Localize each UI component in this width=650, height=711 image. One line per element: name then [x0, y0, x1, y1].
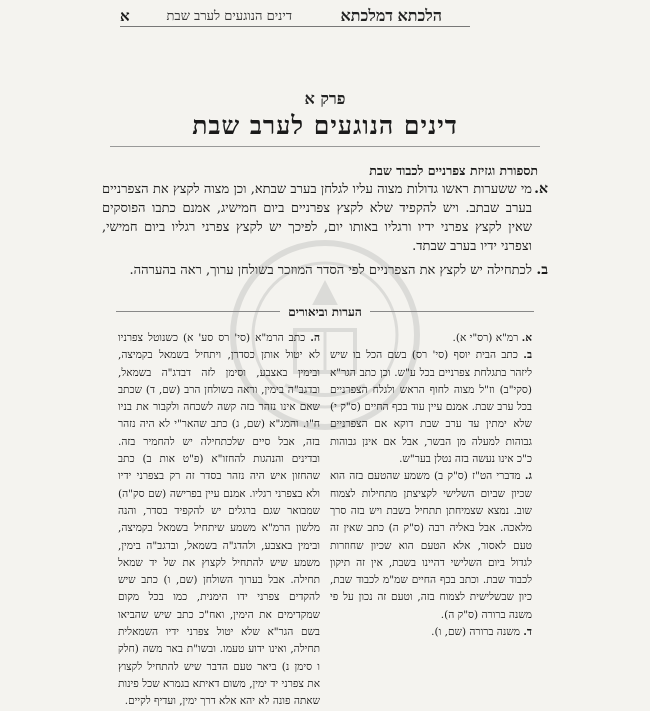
footnote: ה. כתב הרמ"א (סי' רס סע' א) כשנוטל צפרניו לא יטול אותן כסדרן, ויתחיל בשמאל בקמיצה, ובימין באצבע, וסימן לזה דבדג"ה בשמאל, ובדגב"ה בימין, וראה בשולחן הרב (שם, ד) שכתב שאם אינו נזהר בזה קשה לשכחה ולקבור את בניו ח"ו. והמג"א (שם, ג) כתב שהאר"י לא היה נזהר בזה, אבל סיים שלכתחילה יש להחמיר בזה. ובדינים והנהגות להחזו"א (פ"ט אות ב) כתב שהחזון איש היה נזהר בסדר זה רק בצפרני ידיו ולא בצפרני רגליו. אמנם עיין בפרישה (שם סק"ה) שמבואר שגם ברגלים יש להקפיד בסדר, והנה מלשון הרמ"א משמע שיתחיל בשמאל בקמיצה, ובימין באצבע, ולהדג"ה בשמאל, ובדגב"ה בימין, משמע שיש להתחיל לקצוץ את של יד שמאל תחילה. אבל בערוך השולחן (שם, ו) כתב שיש להקדים צפרני ידו הימנית, כמו בכל מקום שמקדימים את הימין, ואח"כ כתב שיש שהביאו בשם הגר"א שלא יטול צפרני ידיו השמאלית תחילה, ואינו ידוע טעמו. ובשו"ת באר משה (חלק ו סימן נ) ביאר טעם הדבר שיש להתחיל לקצוץ את צפרני יד ימין, משום דאיתא בגמרא שכל פינות שאתה פונה לא יהא אלא דרך ימין, ועדיף לקיים. [118, 332, 320, 708]
paragraph-text: מי ששערות ראשו גדולות מצוה עליו לגלחן בערב שבתא, וכן מצוה לקצץ את הצפרניים בערב שבתב. ויש להקפיד שלא לקצץ צפרניים ביום חמישיג, אמנם כתבו הפוסקים שאין לקצץ צפרני ידיו ורגליו באותו יום, לפיכך יש לקצץ צפרני רגליו ביום חמישי, וצפרני ידיו בערב שבתד. [102, 182, 532, 254]
notes-title: הערות וביאורים [0, 305, 650, 320]
chapter-label: פרק א [304, 89, 346, 108]
chapter-title: דינים הנוגעים לערב שבת [192, 111, 458, 140]
footnote: ב. כתב הבית יוסף (סי' רס) בשם הכל בו שיש ליזהר בתגלחת צפרניים בכל ע"ש. וכן כתב הגר"א (סקי"ב) וז"ל מצוה לחוף הראש ולגלח הצפרניים בכל ערב שבת. אמנם עיין עוד בכף החיים (ס"ק י) שלא ימתין עד ערב שבת דוקא אם הצפרניים גבוהות למעלה מן הבשר, אבל אם אינן גבוהות כ"כ אינו נעשה בזה נטלן בער"ש. [330, 349, 533, 466]
title-rule [110, 146, 540, 147]
paragraph-number: א. [534, 181, 548, 197]
section-heading: תספורת וגזיזת צפרניים לכבוד שבת [369, 163, 538, 178]
running-header-series: דמלכתא [340, 6, 393, 25]
paragraph-2 [102, 261, 548, 280]
running-header-subtitle: דינים הנוגעים לערב שבת [166, 9, 292, 24]
running-header-book: הלכתא [397, 6, 442, 25]
footnote: ג. מדברי הט"ז (ס"ק ב) משמע שהטעם בזה הוא שכיון שביום השלישי לקציצתן מתחילות לצמוח שוב. נמצא שצמיחתן תתחיל בשבת ויש בזה סרך מלאכה. אבל באליה רבה (ס"ק ה) כתב שאין זה טעם לאסור, אלא הטעם הוא שכיון שחוזרות לגדול ביום השלישי דהיינו בשבת, אין זה תיקון לכבוד שבת. וכתב בכף החיים שמ"מ לכבוד שבת, כיון שבשלישית לצמוח בזה, וטעם זה נכון על פי משנה ברורה (ס"ק ה). [330, 470, 532, 621]
notes-column-right [330, 330, 532, 641]
paragraph-1 [102, 180, 548, 256]
footnote: א. רמ"א (רס"י א). [452, 332, 532, 344]
header-rule [120, 26, 470, 27]
running-header [0, 4, 650, 28]
footnote: ד. משנה ברורה (שם, ו). [431, 626, 532, 639]
page-number: א [120, 7, 130, 25]
paragraph-number: ב. [536, 262, 548, 278]
notes-column-left [118, 330, 320, 711]
paragraph-text: לכתחילה יש לקצץ את הצפרניים לפי הסדר המוזכר בשולחן ערוך, ראה בהערהה. [129, 263, 532, 278]
